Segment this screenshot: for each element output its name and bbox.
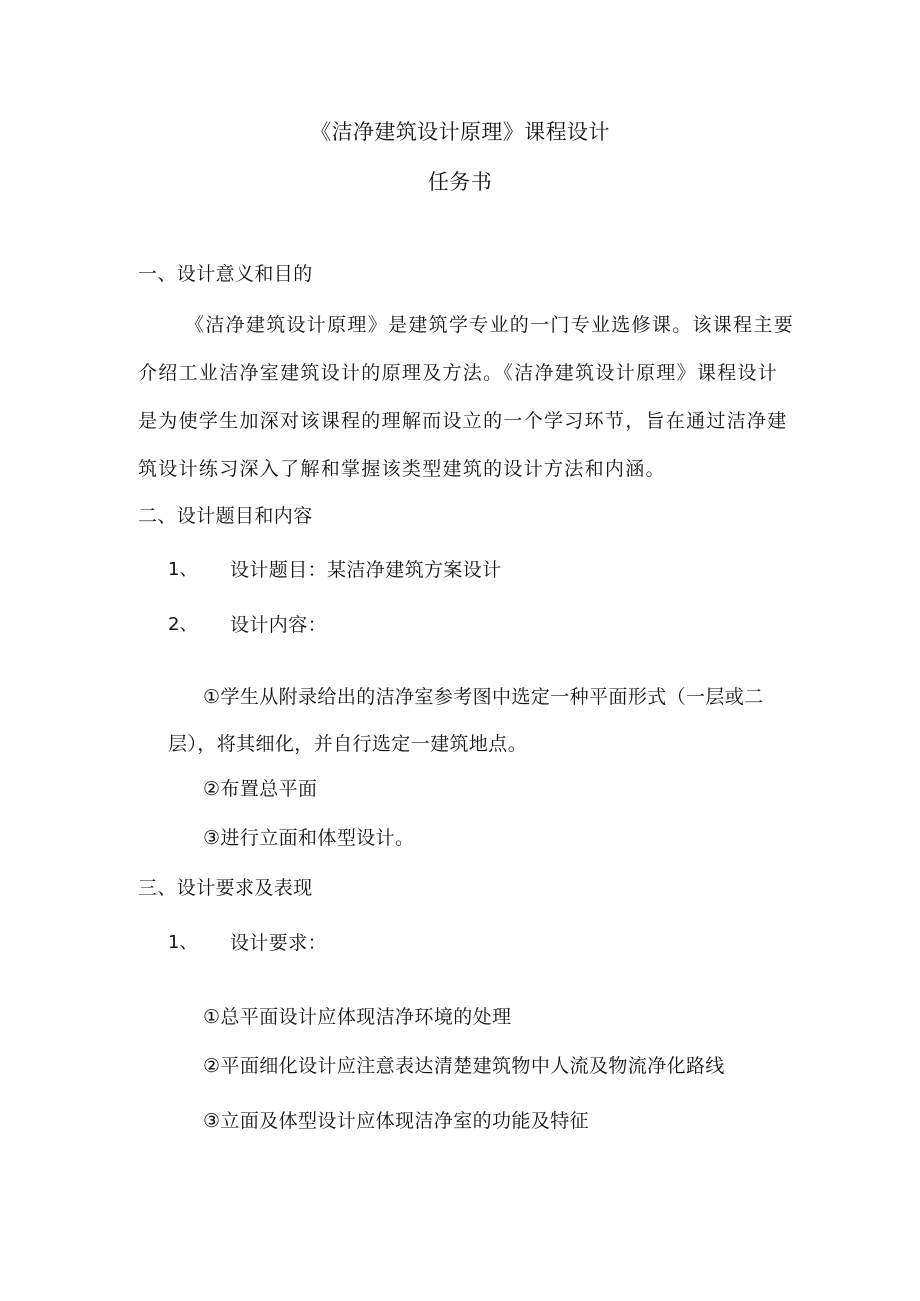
section-1-line-1: 《洁净建筑设计原理》是建筑学专业的一门专业选修课。该课程主要 xyxy=(185,314,795,336)
section-2-item-2-text: 设计内容： xyxy=(230,614,328,636)
section-2-item-2-number: 2、 xyxy=(168,614,198,635)
section-3-sub-1: ①总平面设计应体现洁净环境的处理 xyxy=(203,1006,512,1028)
section-3-item-1-number: 1、 xyxy=(168,932,198,953)
section-3-sub-2: ②平面细化设计应注意表达清楚建筑物中人流及物流净化路线 xyxy=(203,1055,725,1077)
section-2-heading: 二、设计题目和内容 xyxy=(138,505,313,527)
document-title: 《洁净建筑设计原理》课程设计 xyxy=(310,120,610,144)
section-2-item-1-text: 设计题目：某洁净建筑方案设计 xyxy=(230,559,502,581)
document-subtitle: 任务书 xyxy=(427,170,493,194)
section-1-heading: 一、设计意义和目的 xyxy=(138,263,313,285)
section-3-sub-3: ③立面及体型设计应体现洁净室的功能及特征 xyxy=(203,1110,590,1132)
section-1-line-4: 筑设计练习深入了解和掌握该类型建筑的设计方法和内涵。 xyxy=(138,458,666,480)
section-2-item-1-number: 1、 xyxy=(168,559,198,580)
section-2-sub-2: ②布置总平面 xyxy=(203,778,318,800)
section-2-sub-3: ③进行立面和体型设计。 xyxy=(203,827,415,849)
section-1-line-2: 介绍工业洁净室建筑设计的原理及方法。《洁净建筑设计原理》课程设计 xyxy=(138,362,779,384)
section-3-heading: 三、设计要求及表现 xyxy=(138,877,313,899)
section-1-line-3: 是为使学生加深对该课程的理解而设立的一个学习环节，旨在通过洁净建 xyxy=(138,410,788,432)
section-2-sub-1-line-1: ①学生从附录给出的洁净室参考图中选定一种平面形式（一层或二 xyxy=(203,686,764,708)
section-2-sub-1-line-2: 层），将其细化，并自行选定一建筑地点。 xyxy=(168,733,528,755)
section-3-item-1-text: 设计要求： xyxy=(230,932,328,954)
